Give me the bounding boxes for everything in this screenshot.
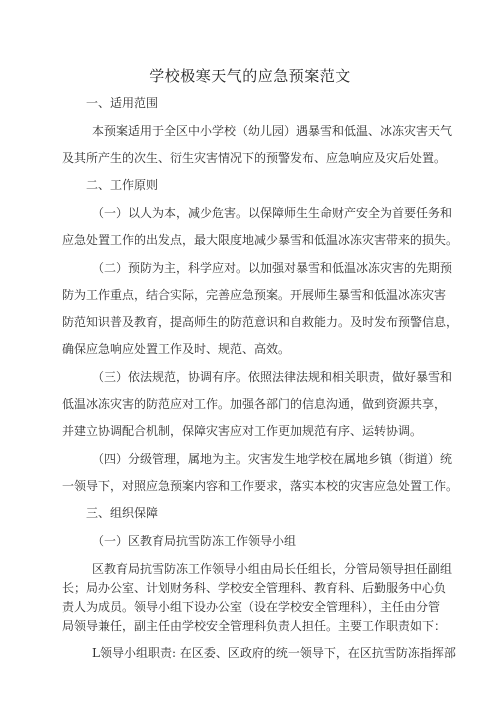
- section-heading: 三、组织保障: [86, 506, 159, 520]
- paragraph-line: 及其所产生的次生、衍生灾害情况下的预警发布、应急响应及灾后处置。: [62, 151, 447, 165]
- section-heading: 二、工作原则: [86, 178, 159, 192]
- paragraph-line: L领导小组职责: 在区委、区政府的统一领导下，在区抗雪防冻指挥部: [92, 646, 456, 660]
- paragraph-line: 确保应急响应处置工作及时、规范、高效。: [62, 342, 291, 356]
- paragraph-line: （三）依法规范，协调有序。依照法律法规和相关职责，做好暴雪和: [92, 370, 453, 384]
- paragraph-line: 低温冰冻灾害的防范应对工作。加强各部门的信息沟通，做到资源共享，: [62, 397, 447, 411]
- paragraph-line: 一领导下，对照应急预案内容和工作要求，落实本校的灾害应急处置工作。: [62, 479, 459, 493]
- paragraph-line: 责人为成员。领导小组下设办公室（设在学校安全管理科），主任由分管: [62, 600, 441, 614]
- paragraph-line: （一）以人为本，减少危害。以保障师生生命财产安全为首要任务和: [92, 206, 453, 220]
- paragraph-line: 防为工作重点，结合实际，完善应急预案。开展师生暴雪和低温冰冻灾害: [62, 288, 447, 302]
- subsection-heading: （一）区教育局抗雪防冻工作领导小组: [92, 534, 297, 548]
- section-heading: 一、适用范围: [86, 96, 159, 110]
- paragraph-line: 长；局办公室、计划财务科、学校安全管理科、教育科、后勤服务中心负: [62, 581, 447, 595]
- paragraph-line: 局领导兼任，副主任由学校安全管理科负责人担任。主要工作职责如下：: [62, 619, 447, 633]
- paragraph-line: 并建立协调配合机制，保障灾害应对工作更加规范有序、运转协调。: [62, 424, 423, 438]
- document-title: 学校极寒天气的应急预案范文: [149, 67, 351, 85]
- paragraph-line: （四）分级管理，属地为主。灾害发生地学校在属地乡镇（街道）统: [92, 452, 453, 466]
- paragraph-line: 防范知识普及教育，提高师生的防范意识和自救能力。及时发布预警信息，: [62, 315, 459, 329]
- paragraph-line: 本预案适用于全区中小学校（幼儿园）遇暴雪和低温、冰冻灾害天气: [92, 124, 453, 138]
- paragraph-line: 应急处置工作的出发点，最大限度地减少暴雪和低温冰冻灾害带来的损失。: [62, 233, 459, 247]
- paragraph-line: （二）预防为主，科学应对。以加强对暴雪和低温冰冻灾害的先期预: [92, 261, 453, 275]
- paragraph-line: 区教育局抗雪防冻工作领导小组由局长任组长，分管局领导担任副组: [92, 562, 453, 576]
